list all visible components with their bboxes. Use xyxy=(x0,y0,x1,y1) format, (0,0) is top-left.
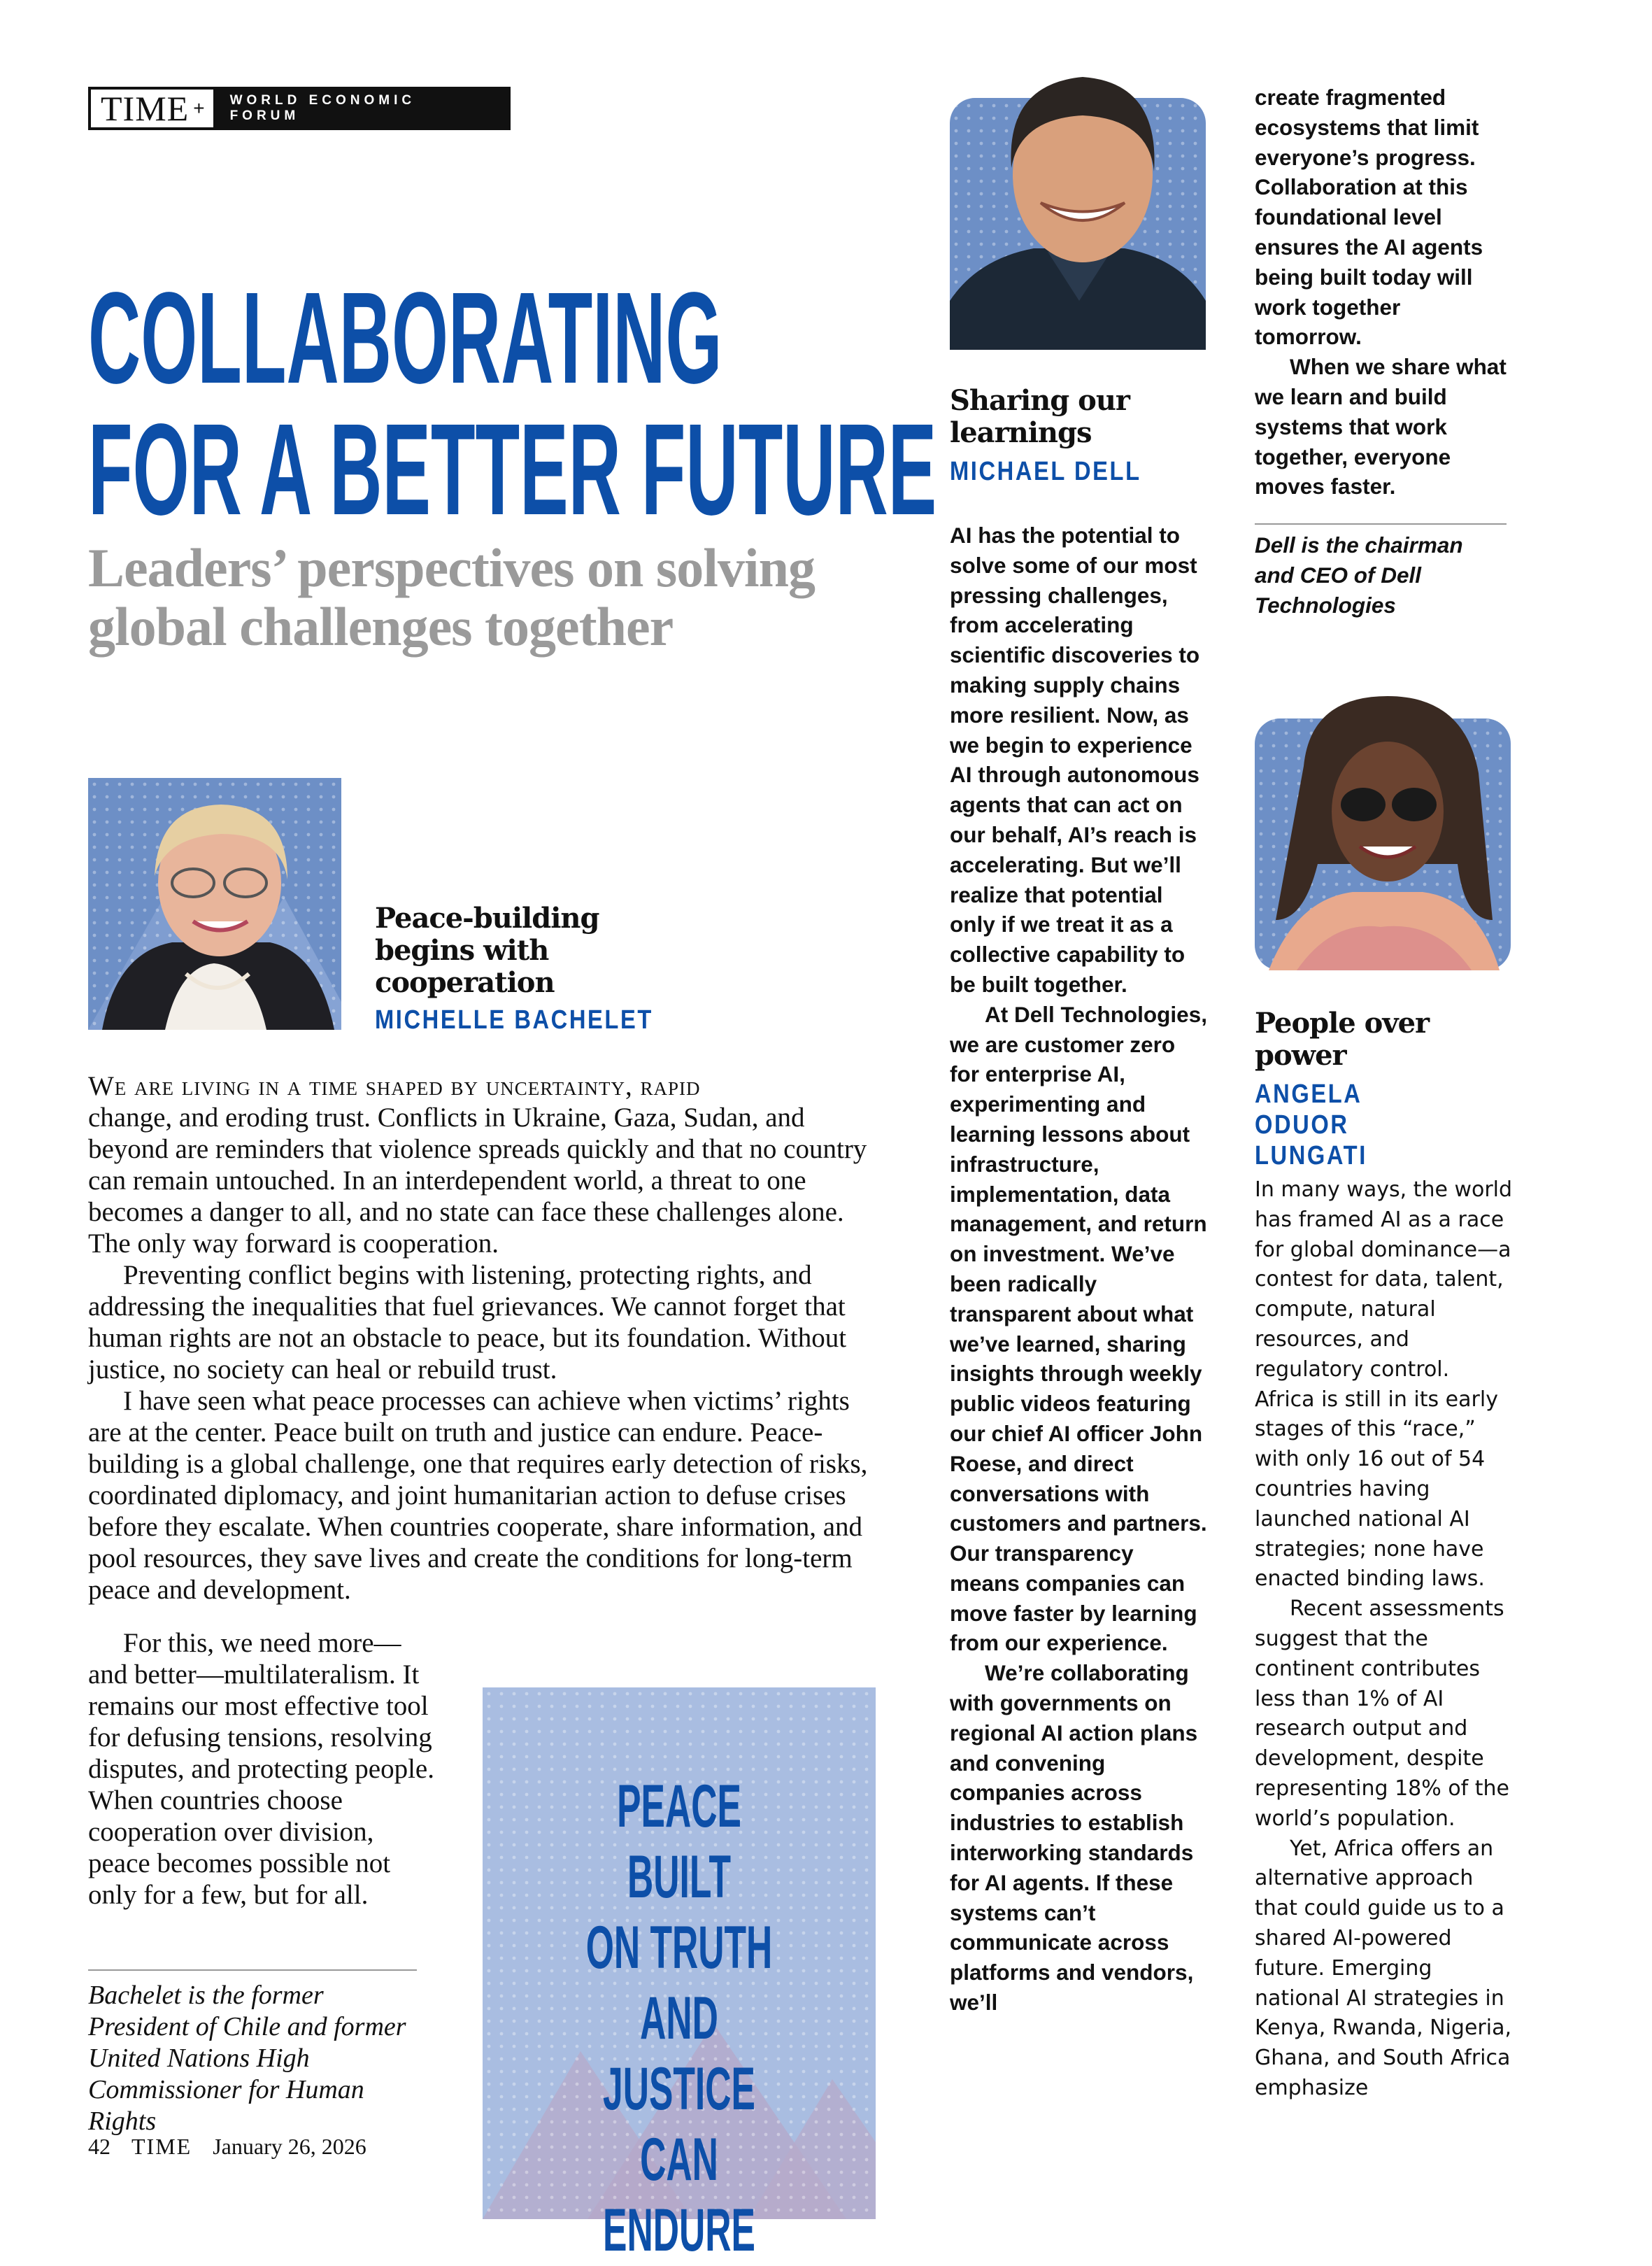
subtitle-line-1: Leaders’ perspectives on solving xyxy=(88,537,815,598)
headline-line-2: FOR A BETTER FUTURE xyxy=(88,397,937,542)
masthead-plus: + xyxy=(193,97,205,119)
bachelet-section-title: Peace-building begins with cooperation xyxy=(375,902,599,999)
footer-magazine: TIME xyxy=(131,2134,192,2159)
dell-continued-1: create fragmented ecosystems that limit everyone’s progress. Collaboration at this foundational level ensures the AI agents being built today will work together tomorrow. xyxy=(1255,85,1483,350)
lungati-body xyxy=(1255,1175,1515,2104)
dell-bio-divider xyxy=(1255,523,1507,525)
lungati-paragraph-1: In many ways, the world has framed AI as a race for global dominance—a contest for data, talent, compute, natural resources, and regulatory control. Africa is still in its early stages of this “race,” with only 16 out of 54 countries having launched national AI strategies; none have enacted binding laws. xyxy=(1255,1177,1513,1592)
masthead xyxy=(88,87,511,130)
dell-bio: Dell is the chairman and CEO of Dell Technologies xyxy=(1255,532,1463,618)
bachelet-bio: Bachelet is the former President of Chile and former United Nations High Commissioner for Human Rights xyxy=(88,1981,406,2136)
bachelet-paragraph-4: For this, we need more—and better—multilateralism. It remains our most effective tool for defusing tensions, resolving disputes, and protecting people. When countries choose cooperation over division, peace becomes possible not only for a few, but for all. xyxy=(88,1628,434,1910)
masthead-brand: TIME xyxy=(101,89,190,128)
dell-body-continued xyxy=(1255,83,1507,502)
lungati-portrait xyxy=(1255,689,1511,970)
lungati-author: ANGELA ODUOR LUNGATI xyxy=(1255,1079,1367,1170)
bachelet-body-top xyxy=(88,1070,870,1606)
dell-section-title: Sharing our learnings xyxy=(950,384,1130,449)
lungati-paragraph-2: Recent assessments suggest that the continent contributes less than 1% of AI research output and development, despite representing 18% of the world’s population. xyxy=(1255,1596,1509,1831)
bachelet-bio-divider xyxy=(88,1969,417,1971)
dell-header xyxy=(950,385,1160,487)
bachelet-author: MICHELLE BACHELET xyxy=(375,1005,653,1035)
bachelet-lead: We are living in a time shaped by uncertainty, rapid xyxy=(88,1071,701,1101)
page-subtitle xyxy=(88,539,857,656)
subtitle-line-2: global challenges together xyxy=(88,596,674,657)
dell-portrait-image xyxy=(950,49,1206,350)
bachelet-paragraph-2: Preventing conflict begins with listening, protecting rights, and addressing the inequalities that fuel grievances. We cannot forget that human rights are not an obstacle to peace, but its foundation. Without justice, no society can heal or rebuild trust. xyxy=(88,1260,847,1385)
pull-quote-text: PEACE BUILT ON TRUTH AND JUSTICE CAN ENDURE xyxy=(585,1773,773,2264)
lungati-paragraph-3: Yet, Africa offers an alternative approach that could guide us to a shared AI-powered future. Emerging national AI strategies in Kenya, Rwanda, Nigeria, Ghana, and South Africa emphasize xyxy=(1255,1836,1512,2100)
lungati-portrait-image xyxy=(1255,689,1511,970)
page-title xyxy=(88,266,937,542)
bachelet-paragraph-1: change, and eroding trust. Conflicts in Ukraine, Gaza, Sudan, and beyond are reminders that violence spreads quickly and that no country can remain untouched. In an interdependent world, a threat to one becomes a danger to all, and no state can face these challenges alone. The only way forward is cooperation. xyxy=(88,1103,867,1259)
bachelet-portrait xyxy=(88,778,341,1030)
page-number: 42 xyxy=(88,2134,111,2159)
dell-paragraph-3: We’re collaborating with governments on regional AI action plans and convening companies across industries to establish interworking standards for AI agents. If these systems can’t communicate across platforms and vendors, we’ll xyxy=(950,1660,1198,2016)
dell-paragraph-2: At Dell Technologies, we are customer zero for enterprise AI, experimenting and learning lessons about infrastructure, implementation, data management, and return on investment. We’ve been radically transparent about what we’ve learned, sharing insights through weekly public videos featuring our chief AI officer John Roese, and direct conversations with customers and partners. Our transparency means companies can move faster by learning from our experience. xyxy=(950,1001,1207,1656)
bachelet-header xyxy=(375,902,795,1035)
pull-quote xyxy=(483,1687,876,2264)
footer-date: January 26, 2026 xyxy=(213,2134,366,2159)
dell-portrait xyxy=(950,49,1206,350)
dell-paragraph-1: AI has the potential to solve some of our most pressing challenges, from accelerating scientific discoveries to making supply chains more resilient. Now, as we begin to experience AI through autonomous agents that can act on our behalf, AI’s reach is accelerating. But we’ll realize that potential only if we treat it as a collective capability to be built together. xyxy=(950,523,1200,997)
bachelet-portrait-image xyxy=(88,778,341,1030)
dell-continued-2: When we share what we learn and build systems that work together, everyone moves faster. xyxy=(1255,354,1507,500)
page-footer xyxy=(88,2134,382,2160)
bachelet-paragraph-3: I have seen what peace processes can achieve when victims’ rights are at the center. Peace built on truth and justice can endure. Peace-building is a global challenge, one that requires early detection of risks, coordinated diplomacy, and joint humanitarian action to defuse crises before they escalate. When countries cooperate, share information, and pool resources, they save lives and create the conditions for long-term peace and development. xyxy=(88,1386,868,1605)
bachelet-body-bottom xyxy=(88,1627,438,1911)
lungati-section-title: People over power xyxy=(1255,1007,1430,1072)
lungati-header xyxy=(1255,1007,1507,1171)
dell-body xyxy=(950,521,1209,2018)
masthead-partner: WORLD ECONOMIC FORUM xyxy=(213,90,508,127)
dell-author: MICHAEL DELL xyxy=(950,457,1141,486)
headline-line-1: COLLABORATING xyxy=(88,266,722,411)
